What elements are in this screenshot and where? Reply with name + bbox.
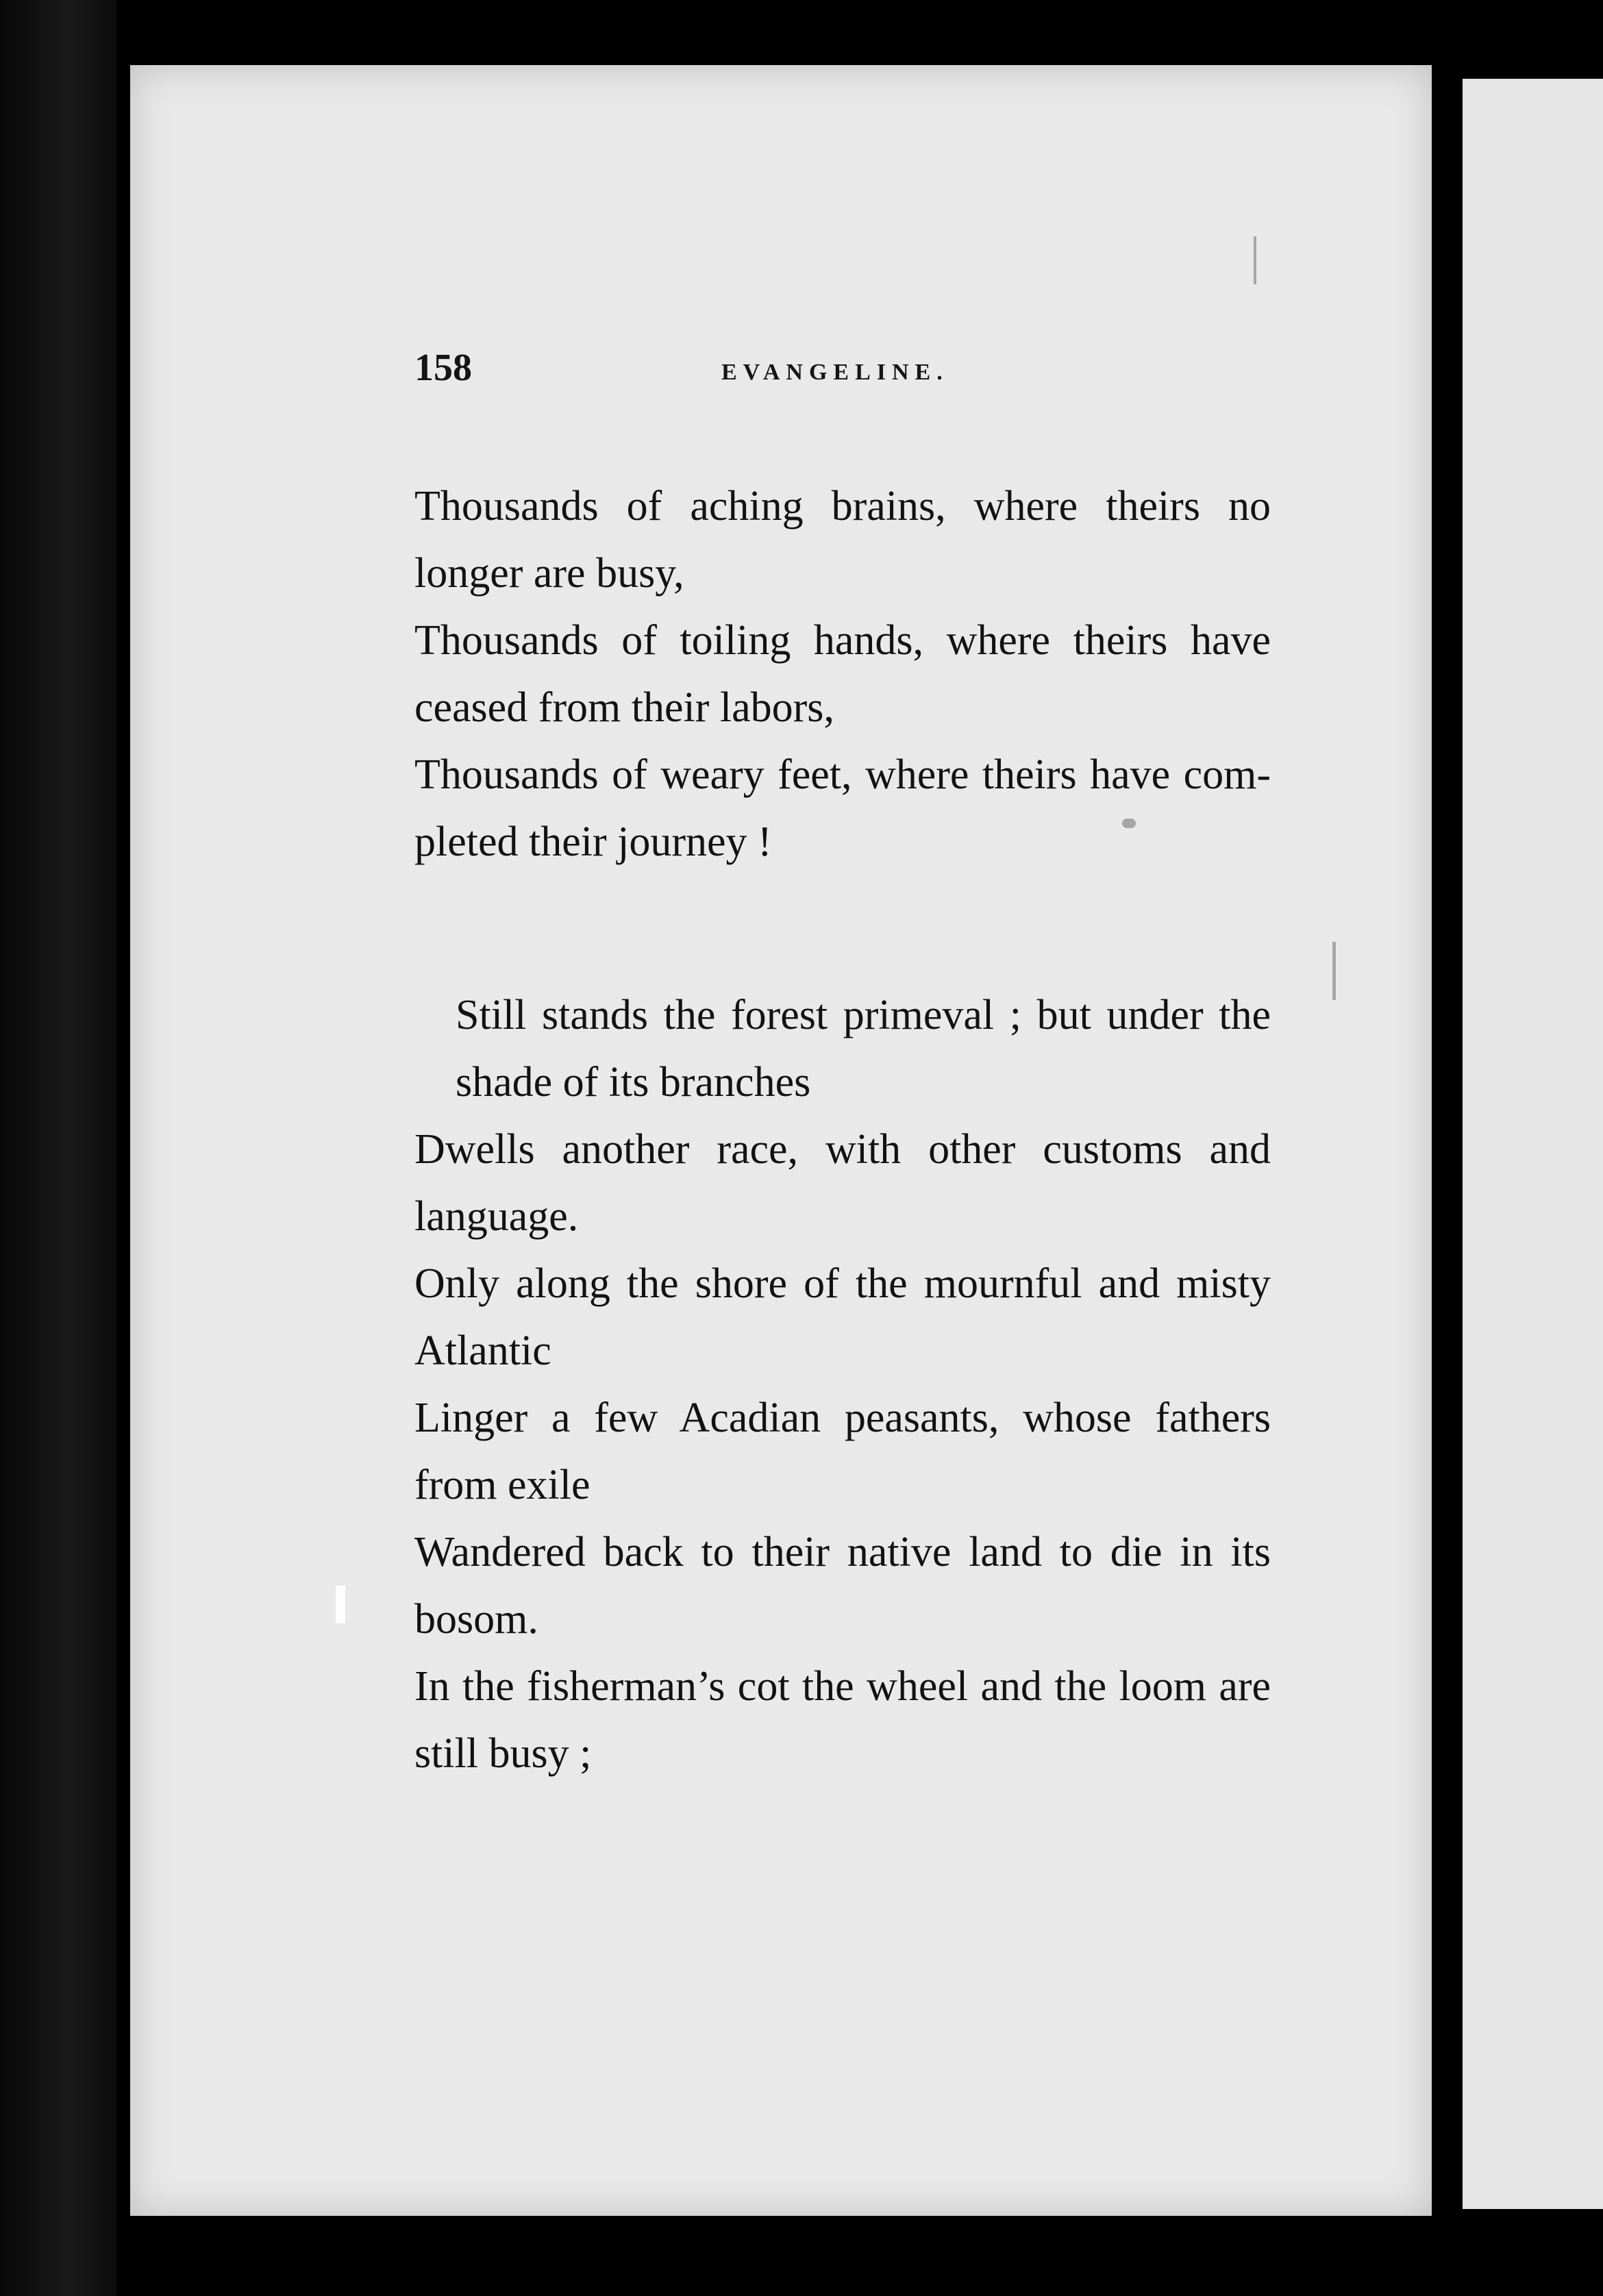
scan-speck — [336, 1586, 345, 1623]
verse-continuation: bosom. — [414, 1596, 538, 1643]
verse-line — [414, 607, 1271, 741]
scan-speck — [1332, 942, 1336, 1000]
page-number: 158 — [414, 347, 472, 389]
verse-continuation: ceased from their labors, — [414, 684, 834, 731]
verse-continuation: language. — [414, 1193, 579, 1240]
verse-line — [414, 1653, 1271, 1787]
verse-first-line: Thousands of weary feet, where theirs have com- — [414, 751, 1271, 798]
running-title: EVANGELINE. — [721, 360, 949, 385]
verse-line — [414, 1250, 1271, 1384]
page-header — [414, 346, 1271, 401]
verse-continuation: shade of its branches — [456, 1059, 811, 1106]
verse-line — [414, 473, 1271, 607]
verse-line — [414, 1519, 1271, 1653]
facing-page-edge — [1463, 79, 1603, 2209]
verse-first-line: In the fisherman’s cot the wheel and the loom are — [414, 1663, 1271, 1710]
verse-first-line: Only along the shore of the mournful and misty — [414, 1260, 1271, 1307]
verse-first-line: Dwells another race, with other customs and — [414, 1126, 1271, 1173]
scan-border-left — [0, 0, 116, 2296]
verse-line — [414, 741, 1271, 875]
scan-speck — [1254, 236, 1256, 284]
stanza-1 — [414, 473, 1271, 875]
verse-line — [414, 1384, 1271, 1519]
verse-first-line: Still stands the forest primeval ; but under the — [456, 992, 1271, 1038]
stanza-2 — [414, 982, 1271, 1787]
verse-first-line: Linger a few Acadian peasants, whose fathers — [414, 1395, 1271, 1441]
verse-continuation: from exile — [414, 1462, 591, 1508]
verse-continuation: longer are busy, — [414, 550, 684, 597]
verse-continuation: pleted their journey ! — [414, 819, 772, 865]
verse-line — [414, 1116, 1271, 1250]
verse-continuation: Atlantic — [414, 1327, 551, 1374]
verse-line — [414, 982, 1271, 1116]
poem-text — [414, 473, 1271, 1787]
verse-continuation: still busy ; — [414, 1730, 592, 1777]
verse-first-line: Thousands of toiling hands, where theirs have — [414, 617, 1271, 664]
verse-first-line: Wandered back to their native land to die in its — [414, 1529, 1271, 1575]
verse-first-line: Thousands of aching brains, where theirs no — [414, 483, 1271, 529]
